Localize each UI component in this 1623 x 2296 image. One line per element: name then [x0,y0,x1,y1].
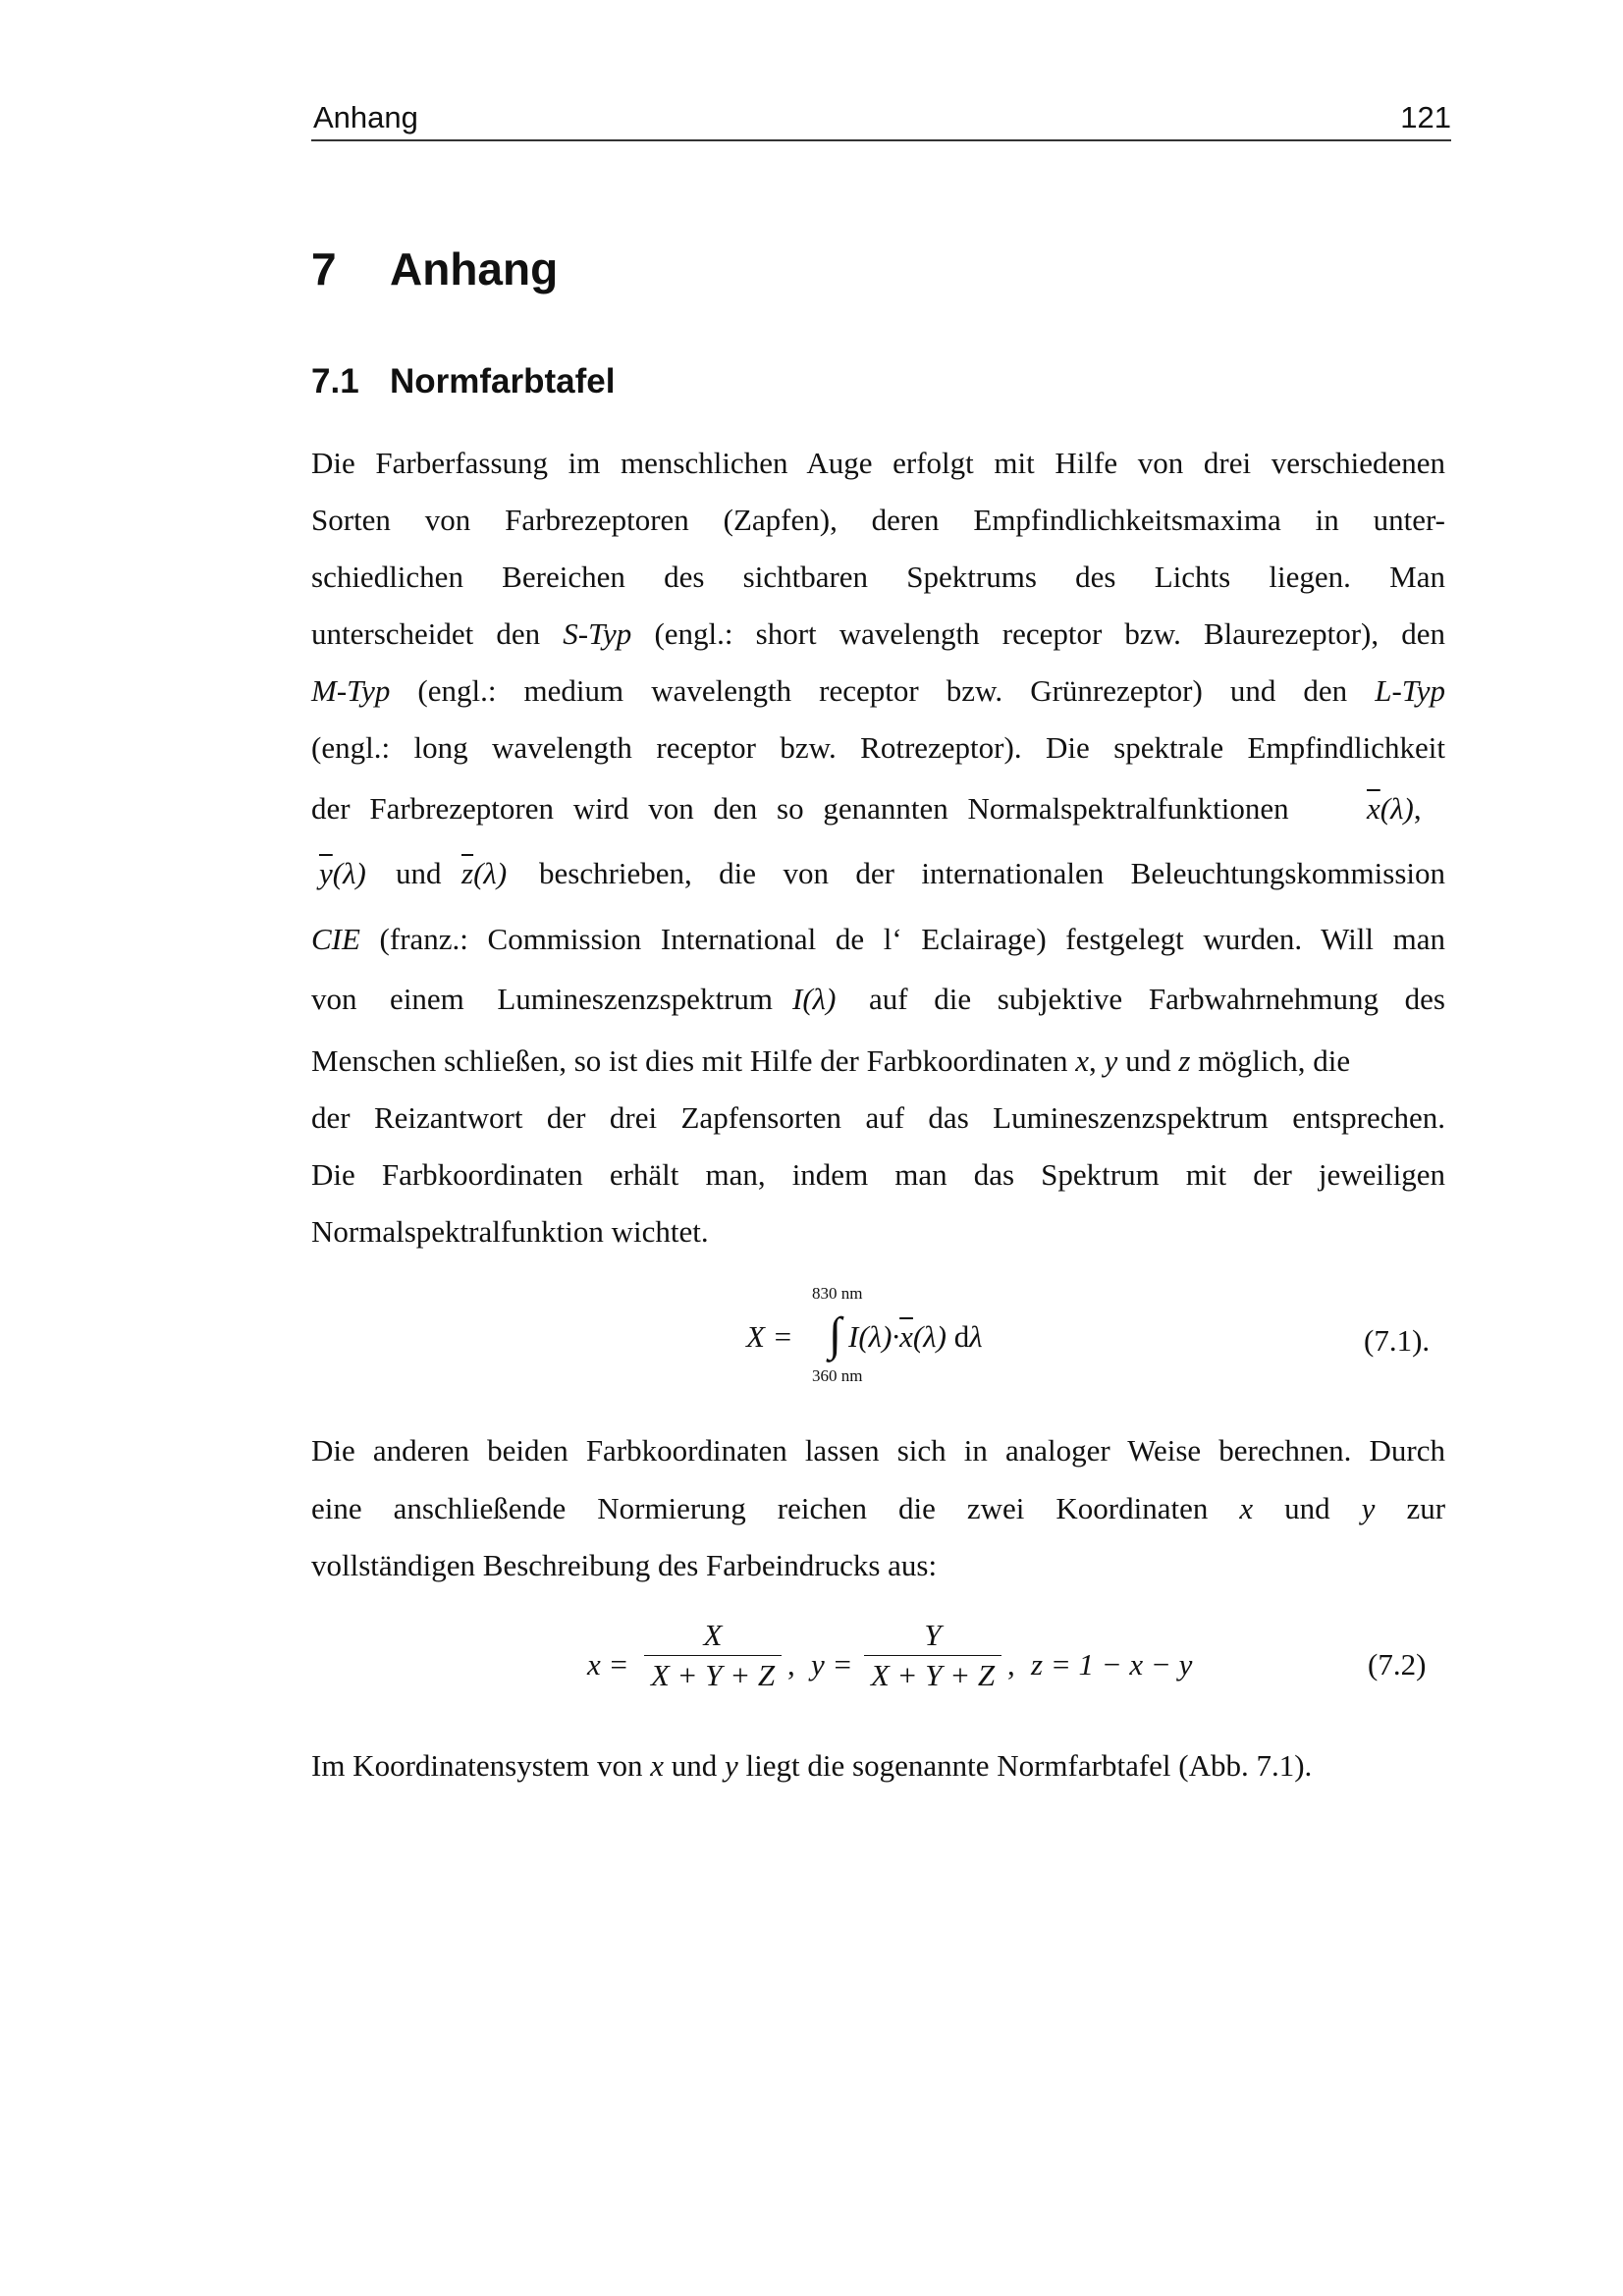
text-line: Die Farberfassung im menschlichen Auge erfolgt mit Hilfe von drei verschiedenen [311,446,1445,480]
text-span: eine anschließende Normierung reichen die zwei Koordinaten [311,1491,1209,1525]
text-span: von einem Lumineszenzspektrum [311,982,773,1016]
text-line: schiedlichen Bereichen des sichtbaren Spektrums des Lichts liegen. Man [311,560,1445,594]
math-symbol: , [1007,1647,1015,1682]
fraction-x [644,1616,782,1695]
text-span: unterscheidet den [311,616,564,651]
text-span: liegt die sogenannte Normfarbtafel (Abb. 7.1). [737,1748,1313,1783]
integral-upper-limit: 830 nm [812,1284,863,1303]
text-line: (engl.: long wavelength receptor bzw. Rotrezeptor). Die spektrale Empfindlichkeit [311,730,1445,765]
ybar-function [319,854,366,893]
math-symbol: (λ) [332,856,366,890]
fraction-denominator: X + Y + Z [870,1658,996,1692]
text-span: (engl.: short wavelength receptor bzw. Blaurezeptor), den [631,616,1445,651]
text-line [311,671,1445,711]
fraction-denominator: X + Y + Z [650,1658,776,1692]
math-symbol: (λ)· [858,1319,900,1354]
equation-7-2 [587,1616,1471,1714]
text-line [311,920,1445,959]
text-line [311,1489,1445,1528]
text-span: und [664,1748,726,1783]
section-number: 7.1 [311,362,359,400]
text-line: der Reizantwort der drei Zapfensorten auf das Lumineszenzspektrum entsprechen. [311,1100,1445,1135]
math-symbol: λ [969,1319,983,1354]
math-symbol: d [947,1319,970,1354]
text-span: (franz.: Commission International de l‘ Eclairage) festgelegt wurden. Will man [359,922,1445,956]
l-typ-term: L-Typ [1375,673,1445,708]
section-title: Normfarbtafel [390,362,616,400]
luminescence-function [792,980,836,1019]
equation-7-1 [746,1284,1492,1392]
fraction-numerator: Y [924,1618,942,1652]
text-span: und [1284,1491,1330,1525]
fraction-y [864,1616,1001,1695]
text-span: und [396,856,442,890]
equation-lhs: y = [811,1647,853,1682]
math-symbol: y [725,1748,738,1783]
s-typ-term: S-Typ [563,616,632,651]
text-span: zur [1406,1491,1446,1525]
math-symbol: , [787,1647,795,1682]
math-symbol: $\overline{x}$ [1367,791,1380,826]
math-symbol: (λ) [1380,791,1414,826]
text-span: beschrieben, die von der internationalen Beleuchtungskommission [539,856,1445,890]
z-expression: z = 1 − x − y [1031,1647,1193,1682]
math-symbol: I [848,1319,859,1354]
text-line [311,789,1445,828]
text-line: Die anderen beiden Farbkoordinaten lassen sich in analoger Weise berechnen. Durch [311,1433,1445,1468]
text-line: Die Farbkoordinaten erhält man, indem man das Spektrum mit der jeweiligen [311,1157,1445,1192]
running-header [311,96,1451,141]
math-symbol: I [792,982,803,1016]
text-span: Menschen schließen, so ist dies mit Hilfe der Farbkoordinaten [311,1043,1076,1078]
chapter-number: 7 [311,243,337,294]
math-symbol: y [1104,1043,1118,1078]
header-chapter-title: Anhang [313,100,418,134]
section-heading [311,359,615,404]
math-symbol: x [650,1748,665,1783]
text-span: auf die subjektive Farbwahrnehmung des [869,982,1445,1016]
xbar-function [1367,789,1422,828]
math-symbol: (λ) [802,982,837,1016]
text-line: vollständigen Beschreibung des Farbeindrucks aus: [311,1548,938,1582]
page-number: 121 [1400,100,1451,134]
math-symbol: $\overline{y}$ [319,856,333,890]
equation-lhs: X = [746,1319,793,1354]
integral-lower-limit: 360 nm [812,1366,863,1385]
integrand [848,1319,983,1355]
equation-lhs: x = [587,1647,629,1682]
math-symbol: , [1413,791,1422,826]
text-span: der Farbrezeptoren wird von den so genannten Normalspektralfunktionen [311,791,1289,826]
chapter-heading [311,240,558,298]
equation-number: (7.1). [1364,1323,1431,1358]
equation-number: (7.2) [1368,1647,1427,1682]
math-symbol: (λ) [912,1319,947,1354]
math-symbol: $\overline{x}$ [899,1319,913,1354]
math-symbol: y [1361,1491,1376,1525]
text-span: (engl.: medium wavelength receptor bzw. Grünrezeptor) und den [390,673,1376,708]
zbar-function [461,854,507,893]
math-symbol: x [1075,1043,1090,1078]
math-symbol: (λ) [473,856,508,890]
fraction-numerator: X [703,1618,723,1652]
text-line [311,614,1445,654]
text-span: , [1089,1043,1105,1078]
text-span: möglich, die [1190,1043,1351,1078]
math-symbol: $\overline{z}$ [461,856,474,890]
text-span: Im Koordinatensystem von [311,1748,651,1783]
paragraph-conclusion [311,1746,1445,1786]
text-line: Sorten von Farbrezeptoren (Zapfen), deren Empfindlichkeitsmaxima in unter- [311,503,1445,537]
chapter-title: Anhang [390,243,559,294]
text-line: Normalspektralfunktion wichtet. [311,1214,709,1249]
math-symbol: x [1239,1491,1254,1525]
cie-term: CIE [311,922,360,956]
text-line [311,1041,1445,1081]
text-span: und [1117,1043,1179,1078]
math-symbol: z [1178,1043,1191,1078]
integral-sign: ∫ [829,1308,842,1361]
m-typ-term: M-Typ [311,673,391,708]
